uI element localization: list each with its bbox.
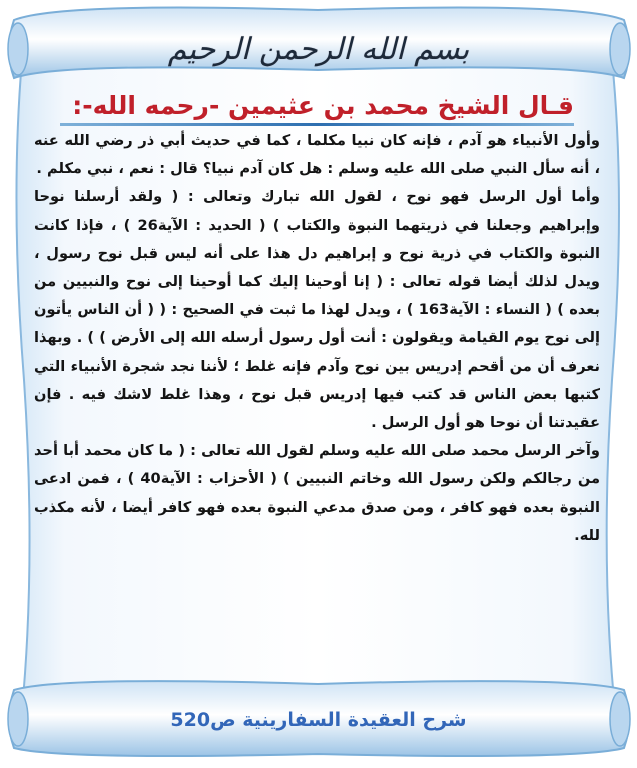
heading-underline xyxy=(60,123,574,126)
paragraph-last-messenger: وآخر الرسل محمد صلى الله عليه وسلم لقول الله تعالى : ( ما كان محمد أبا أحد من رجالكم ولكن رسول الله وخاتم النبيين ) ( الأحزاب : الآية40 ) ، فمن ادعى النبوة بعده فهو كافر ، ومن صدق مدعي النبوة بعده فهو كافر أيضا ، لأنه مكذب لله. xyxy=(34,442,600,544)
basmala-calligraphy: بسم الله الرحمن الرحيم xyxy=(167,32,470,67)
quote-body xyxy=(34,127,600,550)
paragraph-first-prophet: وأول الأنبياء هو آدم ، فإنه كان نبيا مكلما ، كما في حديث أبي ذر رضي الله عنه ، أنه سأل النبي صلى الله عليه وسلم : هل كان آدم نبيا؟ قال : نعم ، نبي مكلم . xyxy=(34,132,600,178)
quote-heading: قـال الشيخ محمد بن عثيمين -رحمه الله-: xyxy=(72,91,574,120)
paragraph-first-messenger: وأما أول الرسل فهو نوح ، لقول الله تبارك وتعالى : ( ولقد أرسلنا نوحا وإبراهيم وجعلنا في ذريتهما النبوة والكتاب ) ( الحديد : الآية26 ) ، فإذا كانت النبوة والكتاب في ذرية نوح و إبراهيم دل هذا على أنه ليس قبل نوح رسول ، ويدل لذلك أيضا قوله تعالى : ( إنا أوحينا إليك كما أوحينا إلى نوح والنبيين من بعده ) ( النساء : الآية163 ) ، ويدل لهذا ما ثبت في الصحيح : ( ( أن الناس يأتون إلى نوح يوم القيامة ويقولون : أنت أول رسول أرسله الله إلى الأرض ) ) . وبهذا نعرف أن من أقحم إدريس بين نوح وآدم فإنه غلط ؛ لأننا نجد شجرة الأنبياء التي كتبها بعض الناس قد كتب فيها إدريس قبل نوح ، وهذا غلط لاشك فيه . فإن عقيدتنا أن نوحا هو أول الرسل . xyxy=(34,188,600,432)
source-citation: شرح العقيدة السفارينية ص520 xyxy=(170,709,467,731)
